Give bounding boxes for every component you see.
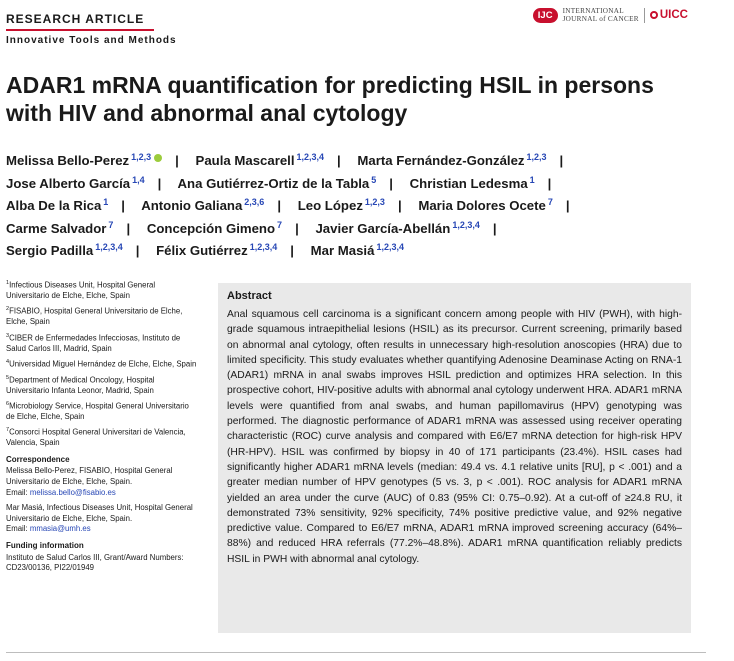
author-name[interactable]: Sergio Padilla $^{1,2,3,4}$	[6, 242, 123, 258]
author-name[interactable]: Carme Salvador $^7$	[6, 219, 114, 236]
funding-text: Instituto de Salud Carlos III, Grant/Award Numbers: CD23/00136, PI22/01949	[6, 552, 184, 573]
funding-heading: Funding information	[6, 541, 84, 551]
author-separator: |	[121, 198, 125, 213]
author-name[interactable]: Mar Masiá $^{1,2,3,4}$	[310, 242, 404, 258]
affiliation: $^6$Microbiology Service, Hospital General Universitario de Elche, Elche, Spain	[6, 400, 189, 421]
email-link[interactable]: mmasia@umh.es	[29, 524, 91, 534]
correspondence-heading: Correspondence	[6, 454, 70, 464]
author-name[interactable]: Jose Alberto García $^{1,4}$	[6, 174, 145, 191]
author-name[interactable]: Marta Fernández-González $^{1,2,3}$	[357, 152, 547, 168]
author-separator: |	[337, 153, 341, 168]
author-name[interactable]: Melissa Bello-Perez $^{1,2,3}$	[6, 153, 162, 168]
author-separator: |	[277, 198, 282, 213]
author-separator: |	[290, 243, 294, 258]
author-name[interactable]: Concepción Gimeno $^7$	[146, 219, 283, 236]
author-line-2	[6, 173, 726, 196]
abstract-text: Anal squamous cell carcinoma is a significant concern among people with HIV (PWH), with high-grade squamous intraepithelial lesions (HSIL) as its precursor. Current screening, primarily based on abnormal anal cytology, often results in unnecessary high-resolution anoscopies (HRA) due to limited specificity. This study evaluates whether quantifying Adenosine Deaminase Acting on RNA-1 (ADAR1) mRNA in anal swabs improves HSIL prediction and optimizes HRA selection. In this prospective cohort, HIV-positive adults with abnormal anal cytology underwent HRA. ADAR1 mRNA levels were quantified from anal swabs, and human papillomavirus (HPV) genotyping was performed. The diagnostic performance of ADAR1 mRNA was assessed using receiver operating characteristic (ROC) curve analysis and compared with E6/E7 mRNA detection for high-risk HPV (HR-HPV). HSIL was confirmed by biopsy in 40 of 171 participants (23.4%). HSIL cases had significantly higher ADAR1 mRNA levels (median: 49.4 vs. 4.1 relative units [RU], p < .001) and a greater median number of HPV genotypes (5 vs. 3, p < .001). ROC analysis for ADAR1 mRNA yielded an area under the curve (AUC) of 0.83 (95% CI: 0.75–0.92). At a cut-off of ≥24.8 RU, it demonstrated 73% sensitivity, 92% specificity, 74% positive predictive value, and 92% negative predictive value. Compared to E6/E7 mRNA, ADAR1 mRNA improved screening accuracy (64%–88%) and reduced HRA referrals (77.2%–48.8%). ADAR1 mRNA quantification reliably predicts HSIL in PWH with abnormal anal cytology.	[227, 309, 682, 565]
author-name[interactable]: Félix Gutiérrez $^{1,2,3,4}$	[156, 242, 278, 258]
article-sidebar	[6, 278, 198, 574]
affiliation: $^5$Department of Medical Oncology, Hospital Universitario Infanta Leonor, Madrid, Spain	[6, 374, 155, 395]
affiliation: $^3$CIBER de Enfermedades Infecciosas, Instituto de Salud Carlos III, Madrid, Spain	[6, 332, 181, 353]
affiliation: $^4$Universidad Miguel Hernández de Elche, Elche, Spain	[6, 358, 197, 369]
affiliation: $^1$Infectious Diseases Unit, Hospital General Universitario de Elche, Elche, Spain	[6, 280, 156, 301]
author-name[interactable]: Ana Gutiérrez-Ortiz de la Tabla $^5$	[177, 174, 377, 191]
author-separator: |	[175, 153, 179, 168]
orcid-icon[interactable]	[154, 154, 162, 162]
author-separator: |	[547, 175, 552, 191]
abstract-heading: Abstract	[227, 290, 272, 302]
journal-name: INTERNATIONAL JOURNAL of CANCER	[562, 7, 639, 23]
ijc-logo: IJC	[533, 8, 558, 23]
affiliation: $^7$Consorci Hospital General Universitari de Valencia, Valencia, Spain	[6, 427, 186, 448]
author-line-4	[6, 218, 726, 241]
email-link[interactable]: melissa.bello@fisabio.es	[29, 487, 116, 497]
author-separator: |	[157, 175, 162, 191]
author-list	[6, 150, 726, 263]
journal-logos	[533, 7, 688, 23]
author-name[interactable]: Antonio Galiana $^{2,3,6}$	[141, 197, 265, 213]
article-title: ADAR1 mRNA quantification for predicting HSIL in persons with HIV and abnormal anal cytology	[6, 72, 654, 126]
affiliation: $^2$FISABIO, Hospital General Universitario de Elche, Elche, Spain	[6, 306, 183, 327]
author-name[interactable]: Paula Mascarell $^{1,2,3,4}$	[195, 152, 325, 168]
author-separator: |	[389, 175, 393, 191]
author-name[interactable]: Maria Dolores Ocete $^7$	[418, 197, 553, 213]
header-divider	[6, 29, 154, 31]
author-separator: |	[295, 220, 299, 236]
uicc-logo: UICC	[650, 9, 688, 21]
author-name[interactable]: Christian Ledesma $^1$	[409, 174, 535, 191]
logo-separator	[644, 8, 645, 23]
article-section-label: Innovative Tools and Methods	[6, 35, 177, 46]
bottom-divider	[6, 652, 706, 653]
author-separator: |	[565, 198, 570, 213]
author-separator: |	[126, 220, 131, 236]
author-line-3	[6, 195, 726, 218]
author-line-1	[6, 150, 726, 173]
author-separator: |	[397, 198, 402, 213]
author-name[interactable]: Leo López $^{1,2,3}$	[297, 197, 385, 213]
correspondence-entry: Mar Masiá, Infectious Diseases Unit, Hospital General Universitario de Elche, Elche, Spain. Email: mmasia@umh.es	[6, 503, 193, 534]
uicc-ring-icon	[650, 11, 658, 19]
author-separator: |	[492, 220, 497, 236]
author-separator: |	[559, 153, 564, 168]
author-name[interactable]: Javier García-Abellán $^{1,2,3,4}$	[315, 219, 480, 236]
author-name[interactable]: Alba De la Rica $^1$	[6, 197, 109, 213]
article-header	[6, 12, 177, 46]
author-separator: |	[135, 243, 140, 258]
author-line-5	[6, 240, 726, 263]
correspondence-entry: Melissa Bello-Perez, FISABIO, Hospital General Universitario de Elche, Elche, Spain. Email: melissa.bello@fisabio.es	[6, 466, 173, 497]
article-type-label: RESEARCH ARTICLE	[6, 12, 145, 26]
abstract-box	[218, 283, 691, 633]
